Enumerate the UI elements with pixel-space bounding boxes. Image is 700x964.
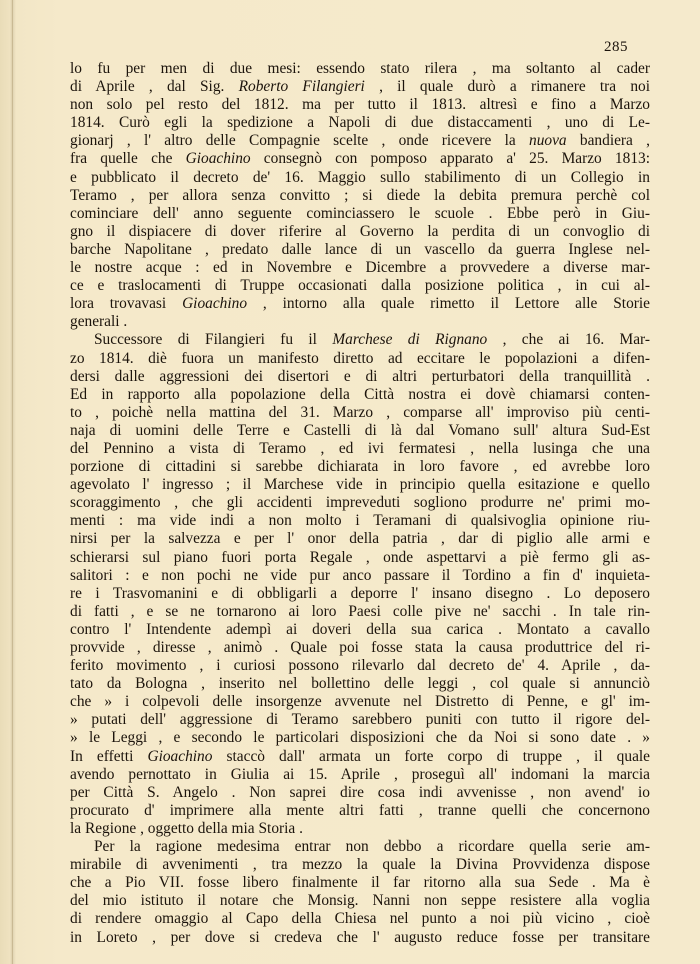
text-segment: , intorno alla quale rimetto il Lettore alle Storie [247,295,650,313]
text-line [70,350,650,368]
text-line [70,368,650,386]
text-segment: Ed in rapporto alla popolazione della Città nostra ei dovè chiamarsi conten- [70,385,650,403]
text-segment: bandiera , [566,132,650,150]
text-line [70,748,650,766]
text-segment: procurato d' imprimere alla mente altri fatti , tranne quelli che concernono [70,801,650,819]
text-segment: lora trovavasi [70,295,183,313]
text-line [70,241,650,259]
text-segment: ferito movimento , i curiosi possono rilevarlo dal decreto de' 4. Aprile , da- [70,657,650,675]
text-segment: zo 1814. diè fuora un manifesto diretto ad eccitare le popolazioni a difen- [70,349,650,367]
text-segment: del Pennino a vista di Teramo , ed ivi fermatesi , nella lusinga che una [70,439,650,457]
text-segment: gionarj , l' altro delle Compagnie scelte , onde ricevere la [70,132,529,150]
text-line [70,838,650,856]
text-segment: Per la ragione medesima entrar non debbo a ricordare quella serie am- [94,838,650,856]
text-line [70,549,650,567]
text-line [70,784,650,802]
text-line [70,892,650,910]
text-segment: consegnò con pomposo apparato a' 25. Marzo 1813: [250,150,650,168]
text-segment: In effetti [70,747,148,765]
text-line [70,567,650,585]
text-line [70,114,650,132]
text-line [70,96,650,114]
text-line [70,313,650,331]
text-line [70,60,650,78]
text-segment: tato da Bologna , inserito nel bollettino delle leggi , col quale si annunciò [70,675,650,693]
text-segment: re i Trasvomanini e di obbligarli a deporre l' insano disegno . Lo deposero [70,584,650,602]
text-segment: che a Pio VII. fosse libero finalmente il far ritorno alla sua Sede . Ma è [70,874,650,892]
text-line [70,585,650,603]
text-line [70,530,650,548]
text-segment: di Aprile , dal Sig. [70,78,239,96]
text-line [70,476,650,494]
text-line [70,440,650,458]
text-segment: di fatti , e se ne tornarono ai loro Paesi colle pive ne' sacchi . In tale rin- [70,602,650,620]
text-segment: menti : ma vide indi a non molto i Teramani di qualsivoglia opinione riu- [70,512,650,530]
text-line [70,603,650,621]
text-segment: gno il dispiacere di dover riferire al Governo la perdita di un convoglio di [70,222,650,240]
text-segment: fra quelle che [70,150,186,168]
text-segment: dersi dalle aggressioni dei disertori e di altri perturbatori della tranquillità . [70,367,650,385]
text-segment: schierarsi sul piano fuori porta Regale , onde aspettarvi a piè fermo gli as- [70,548,650,566]
text-segment: avendo pernottato in Giulia ai 15. Aprile , proseguì all' indomani la marcia [70,765,650,783]
text-line [70,78,650,96]
text-line [70,404,650,422]
page-number: 285 [604,39,628,55]
text-segment: provvide , diresse , animò . Quale poi fosse stata la causa produttrice del ri- [70,639,650,656]
text-line [70,639,650,657]
italic-text: Roberto Filangieri [238,78,365,96]
text-segment: la Regione , oggetto della mia Storia . [70,819,303,837]
text-line [70,856,650,874]
text-line [70,205,650,223]
text-line [70,729,650,747]
text-segment: cominciare dell' anno seguente cominciassero le scuole . Ebbe però in Giu- [70,204,650,222]
text-line [70,621,650,639]
text-segment: » putati dell' aggressione di Teramo sarebbero puniti con tutto il rigore del- [70,711,650,729]
text-line [70,693,650,711]
text-segment: generali . [70,313,128,331]
text-segment: agevolato l' ingresso ; il Marchese vide in principio quella esitazione e quello [70,476,650,494]
text-segment: , che ai 16. Mar- [487,331,650,349]
text-line [70,874,650,892]
text-line [70,386,650,404]
text-segment: salitori : e non pochi ne vide pur anco passare il Tordino a fin d' inquieta- [70,566,650,584]
text-line [70,223,650,241]
text-segment: le nostre acque : ed in Novembre e Dicembre a provvedere a diverse mar- [70,259,650,277]
text-segment: lo fu per men di due mesi: essendo stato rilera , ma soltanto al cader [70,60,650,77]
text-segment: naja di uomini delle Terre e Castelli di là dal Vomano sull' altura Sud-Est [70,421,650,439]
text-line [70,295,650,313]
text-segment: non solo pel resto del 1812. ma per tutto il 1813. altresì e fino a Marzo [70,96,650,114]
text-segment: del mio istituto il notare che Monsig. Nanni non seppe resistere alla voglia [70,892,650,910]
text-line [70,494,650,512]
text-segment: nirsi per la salvezza e per l' onor della patria , dar di piglio alle armi e [70,530,650,548]
italic-text: nuova [529,132,567,150]
text-segment: contro l' Intendente adempì ai doveri della sua carica . Montato a cavallo [70,620,650,638]
binding-gutter-line [12,0,13,964]
body-text [70,60,650,947]
text-segment: » le Leggi , e secondo le particolari disposizioni che da Noi si sono date . » [70,729,650,747]
text-line [70,277,650,295]
text-segment: ce e traslocamenti di Truppe occasionati dalla posizione politica , in cui al- [70,277,650,295]
text-line [70,132,650,150]
text-segment: in Loreto , per dove si credeva che l' augusto reduce fosse per transitare [70,928,650,946]
text-line [70,766,650,784]
text-segment: mirabile di avvenimenti , tra mezzo la quale la Divina Provvidenza dispose [70,856,650,874]
text-line [70,259,650,277]
text-segment: barche Napolitane , predato dalle lance di un vascello da guerra Inglese nel- [70,240,650,258]
italic-text: Gioachino [182,295,248,313]
text-line [70,820,650,838]
text-line [70,458,650,476]
text-line [70,910,650,928]
text-segment: , il quale durò a rimanere tra noi [364,78,651,96]
text-segment: che » i colpevoli delle insorgenze avvenute nel Distretto di Penne, e gl' im- [70,693,650,711]
text-line [70,422,650,440]
text-segment: scoraggimento , che gli accidenti impreveduti sogliono produrre ne' primi mo- [70,494,650,512]
text-line [70,802,650,820]
text-line [70,150,650,168]
italic-text: Gioachino [147,747,213,765]
italic-text: Gioachino [185,150,251,168]
text-segment: porzione di cittadini si sarebbe dichiarata in loro favore , ed avrebbe loro [70,458,650,476]
text-segment: e pubblicato il decreto de' 16. Maggio sullo stabilimento di un Collegio in [70,168,650,186]
text-line [70,711,650,729]
text-line [70,331,650,349]
italic-text: Marchese di Rignano [332,331,488,349]
text-segment: 1814. Curò egli la spedizione a Napoli di due distaccamenti , uno di Le- [70,114,650,132]
text-line [70,675,650,693]
text-line [70,657,650,675]
text-line [70,929,650,947]
text-line [70,187,650,205]
text-line [70,512,650,530]
text-segment: to , poichè nella mattina del 31. Marzo , comparse all' improviso più centi- [70,403,650,421]
text-segment: Teramo , per allora senza convitto ; si diede la debita premura perchè col [70,186,650,204]
text-segment: staccò dall' armata un forte corpo di truppe , il quale [212,747,651,765]
text-line [70,169,650,187]
text-segment: Successore di Filangieri fu il [94,331,333,349]
text-segment: per Città S. Angelo . Non saprei dire cosa indi avvenisse , non avend' io [70,783,650,801]
text-segment: di rendere omaggio al Capo della Chiesa nel punto a noi più vicino , cioè [70,910,650,928]
